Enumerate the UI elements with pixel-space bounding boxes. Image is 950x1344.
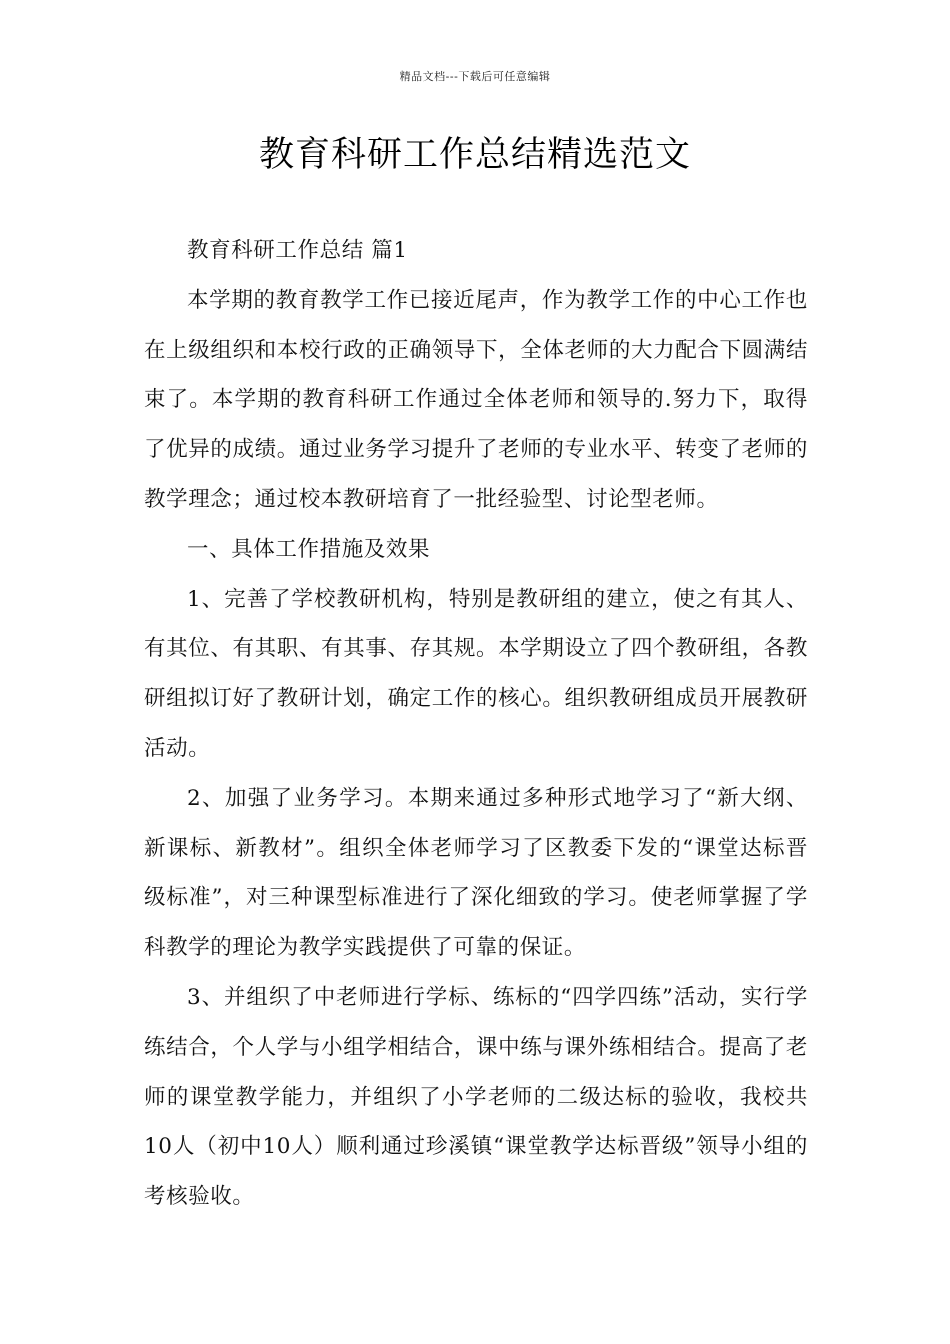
paragraph-item-3: 3、并组织了中老师进行学标、练标的“四学四练”活动，实行学练结合，个人学与小组学相结合，课中练与课外练相结合。提高了老师的课堂教学能力，并组织了小学老师的二级达标的验收，我校共10人（初中10人）顺利通过珍溪镇“课堂教学达标晋级”领导小组的考核验收。 [144,984,808,1210]
paragraph-item-1: 1、完善了学校教研机构，特别是教研组的建立，使之有其人、有其位、有其职、有其事、存其规。本学期设立了四个教研组，各教研组拟订好了教研计划，确定工作的核心。组织教研组成员开展教研活动。 [144,586,808,761]
paragraph-item-2: 2、加强了业务学习。本期来通过多种形式地学习了“新大纲、新课标、新教材”。组织全体老师学习了区教委下发的“课堂达标晋级标准”，对三种课型标准进行了深化细致的学习。使老师掌握了学科教学的理论为教学实践提供了可靠的保证。 [144,785,808,961]
section-heading: 教育科研工作总结 篇1 [187,238,408,263]
document-body [144,226,808,1222]
subsection-heading: 一、具体工作措施及效果 [187,536,431,562]
document-title: 教育科研工作总结精选范文 [258,135,691,175]
header-note: 精品文档---下载后可任意编辑 [399,70,551,83]
paragraph-intro: 本学期的教育教学工作已接近尾声，作为教学工作的中心工作也在上级组织和本校行政的正确领导下，全体老师的大力配合下圆满结束了。本学期的教育科研工作通过全体老师和领导的.努力下，取得了优异的成绩。通过业务学习提升了老师的专业水平、转变了老师的教学理念；通过校本教研培育了一批经验型、讨论型老师。 [144,287,808,512]
